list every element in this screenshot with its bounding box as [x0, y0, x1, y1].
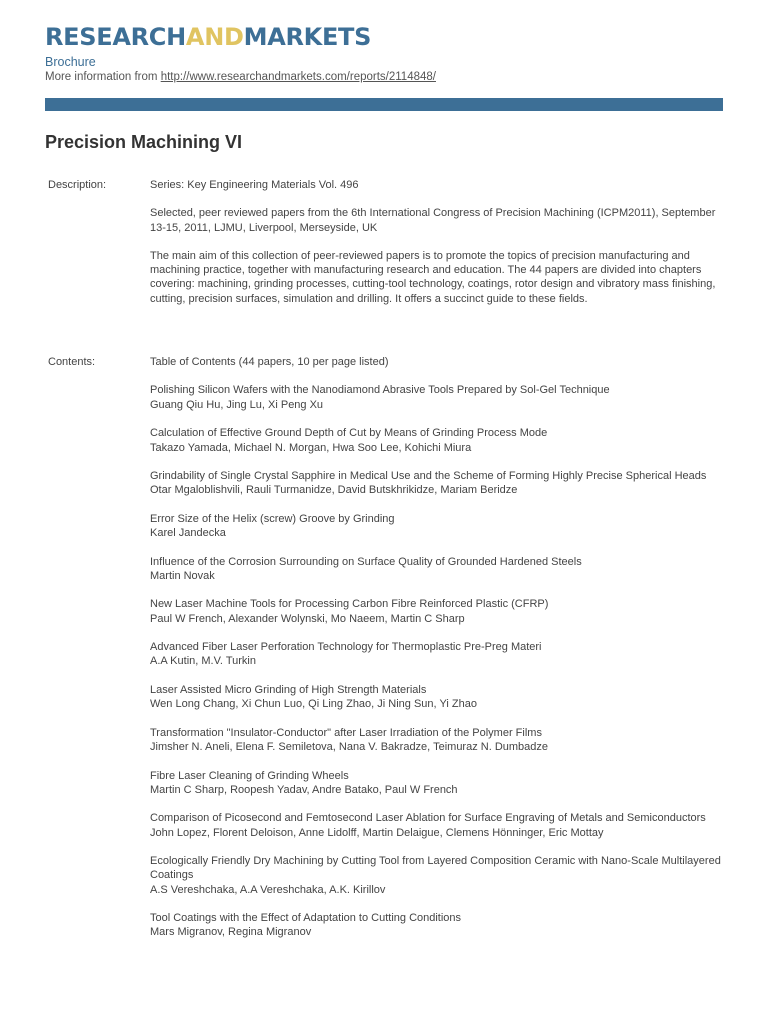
toc-entry-title: Comparison of Picosecond and Femtosecond Laser Ablation for Surface Engraving of Metals and Semiconductors: [150, 812, 706, 825]
toc-entry: [150, 469, 725, 498]
logo-markets: MARKETS: [243, 23, 372, 51]
toc-entry-authors: Karel Jandecka: [150, 527, 226, 540]
report-link[interactable]: http://www.researchandmarkets.com/reports/2114848/: [160, 71, 436, 83]
toc-entry-authors: Otar Mgaloblishvili, Rauli Turmanidze, David Butskhrikidze, Mariam Beridze: [150, 484, 518, 497]
brand-logo: [45, 22, 371, 52]
toc-entry-title: Tool Coatings with the Effect of Adaptation to Cutting Conditions: [150, 912, 462, 925]
toc-entry: [150, 683, 725, 712]
description-congress: Selected, peer reviewed papers from the 6th International Congress of Precision Machining (ICPM2011), September 13-15, 2011, LJMU, Liverpool, Merseyside, UK: [150, 207, 716, 234]
toc-entry-authors: Mars Migranov, Regina Migranov: [150, 926, 312, 939]
toc-entry-authors: A.A Kutin, M.V. Turkin: [150, 655, 256, 668]
toc-entry: [150, 383, 725, 412]
toc-entry-authors: Wen Long Chang, Xi Chun Luo, Qi Ling Zhao, Ji Ning Sun, Yi Zhao: [150, 698, 477, 711]
toc-entry-title: Influence of the Corrosion Surrounding on Surface Quality of Grounded Hardened Steels: [150, 555, 582, 568]
toc-entry: [150, 726, 725, 755]
description-body: [150, 178, 725, 320]
toc-entry: [150, 512, 725, 541]
toc-entry: [150, 426, 725, 455]
toc-entry: [150, 911, 725, 940]
page-title: Precision Machining VI: [45, 132, 243, 152]
toc-entry-title: Advanced Fiber Laser Perforation Technology for Thermoplastic Pre-Preg Materi: [150, 641, 542, 654]
header-divider-bar: [45, 98, 723, 111]
toc-entry: [150, 597, 725, 626]
more-info-line: [45, 70, 436, 85]
toc-entry-authors: Martin Novak: [150, 569, 215, 582]
toc-entry-title: Polishing Silicon Wafers with the Nanodiamond Abrasive Tools Prepared by Sol-Gel Technique: [150, 384, 610, 397]
toc-entry-authors: Takazo Yamada, Michael N. Morgan, Hwa Soo Lee, Kohichi Miura: [150, 441, 472, 454]
toc-entry-title: Laser Assisted Micro Grinding of High Strength Materials: [150, 683, 427, 696]
toc-entry: [150, 640, 725, 669]
contents-list: [150, 355, 725, 954]
toc-entry-title: Calculation of Effective Ground Depth of Cut by Means of Grinding Process Mode: [150, 427, 548, 440]
toc-entry-title: Ecologically Friendly Dry Machining by Cutting Tool from Layered Composition Ceramic with Nano-Scale Multilayered Coatings: [150, 855, 721, 882]
toc-entry-title: New Laser Machine Tools for Processing Carbon Fibre Reinforced Plastic (CFRP): [150, 598, 549, 611]
description-label: Description:: [48, 179, 107, 191]
toc-entry: [150, 811, 725, 840]
toc-entry-authors: John Lopez, Florent Deloison, Anne Lidolff, Martin Delaigue, Clemens Hönninger, Eric Mottay: [150, 826, 604, 839]
toc-entry: [150, 854, 725, 897]
contents-intro: Table of Contents (44 papers, 10 per page listed): [150, 356, 389, 368]
toc-entry-title: Error Size of the Helix (screw) Groove by Grinding: [150, 512, 395, 525]
more-info-prefix: More information from: [45, 71, 161, 83]
logo-research: RESEARCH: [45, 23, 186, 51]
description-summary: The main aim of this collection of peer-reviewed papers is to promote the topics of precision manufacturing and machining practice, together with manufacturing research and education. The 44 papers are divided into chapters covering: machining, grinding processes, cutting-tool technology, coatings, rotor design and vibratory mass finishing, cutting, precision surfaces, simulation and drilling. It offers a succinct guide to these fields.: [150, 249, 716, 305]
toc-entry-title: Grindability of Single Crystal Sapphire in Medical Use and the Scheme of Forming Highly Precise Spherical Heads: [150, 470, 707, 483]
brochure-label: Brochure: [45, 55, 96, 69]
toc-entry: [150, 555, 725, 584]
toc-entry-title: Fibre Laser Cleaning of Grinding Wheels: [150, 769, 349, 782]
toc-entry-authors: Guang Qiu Hu, Jing Lu, Xi Peng Xu: [150, 398, 324, 411]
toc-entry-authors: Martin C Sharp, Roopesh Yadav, Andre Batako, Paul W French: [150, 783, 458, 796]
toc-entry: [150, 769, 725, 798]
toc-entry-title: Transformation "Insulator-Conductor" after Laser Irradiation of the Polymer Films: [150, 726, 542, 739]
contents-label: Contents:: [48, 356, 96, 368]
toc-entry-authors: Paul W French, Alexander Wolynski, Mo Naeem, Martin C Sharp: [150, 612, 465, 625]
description-series: Series: Key Engineering Materials Vol. 496: [150, 179, 359, 191]
toc-entry-authors: A.S Vereshchaka, A.A Vereshchaka, A.K. Kirillov: [150, 883, 386, 896]
toc-entry-authors: Jimsher N. Aneli, Elena F. Semiletova, Nana V. Bakradze, Teimuraz N. Dumbadze: [150, 741, 549, 754]
logo-and: AND: [185, 23, 244, 51]
